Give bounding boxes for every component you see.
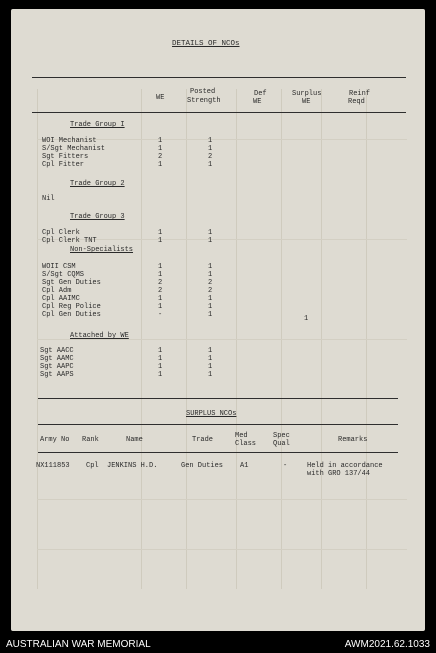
rank-cell: Sgt Fitters [42,153,89,161]
header-rule-top [32,77,406,78]
remarks-cell: Held in accordance [307,462,383,470]
section-rule [38,398,398,399]
rank-cell: WOI Mechanist [42,137,97,145]
we-cell: - [158,311,163,319]
rank-cell: S/Sgt Mechanist [42,145,106,153]
col-header-def-we: WE [253,98,262,106]
rank-cell: Cpl Reg Police [42,303,101,311]
col-header-army-no: Army No [40,436,70,444]
col-header-def: Def [254,90,267,98]
col-header-trade: Trade [192,436,214,444]
col-header-remarks: Remarks [338,436,368,444]
col-header-strength: Strength [187,97,221,105]
med-class-cell: A1 [240,462,249,470]
we-cell: 1 [158,161,163,169]
col-header-rank: Rank [82,436,99,444]
surplus-cell: 1 [304,315,309,323]
col-header-reqd: Reqd [348,98,365,106]
rank-cell: Sgt AAMC [40,355,74,363]
we-cell: 2 [158,153,163,161]
posted-cell: 1 [208,347,213,355]
posted-cell: 1 [208,145,213,153]
remarks-cell: with GRO 137/44 [307,470,371,478]
we-cell: 2 [158,279,163,287]
army-no-cell: NX111853 [36,462,70,470]
grid-line [37,549,407,550]
surplus-title: SURPLUS NCOs [186,410,237,418]
footer-institution: AUSTRALIAN WAR MEMORIAL [6,639,151,650]
posted-cell: 1 [208,237,213,245]
rank-cell: Cpl AAIMC [42,295,80,303]
posted-cell: 1 [208,311,213,319]
we-cell: 1 [158,237,163,245]
rank-cell: Cpl Clerk [42,229,80,237]
footer-bar [0,636,436,653]
col-header-we: WE [156,94,165,102]
posted-cell: 2 [208,287,213,295]
col-header-med: Med [235,432,248,440]
posted-cell: 1 [208,355,213,363]
col-header-surplus: Surplus [292,90,322,98]
name-cell: JENKINS H.D. [107,462,158,470]
posted-cell: 2 [208,153,213,161]
rank-cell: Cpl Adm [42,287,72,295]
col-header-surplus-we: WE [302,98,311,106]
posted-cell: 1 [208,161,213,169]
col-header-reinf: Reinf [349,90,371,98]
posted-cell: 2 [208,279,213,287]
we-cell: 1 [158,371,163,379]
rank-cell: Sgt Gen Duties [42,279,101,287]
posted-cell: 1 [208,263,213,271]
rank-cell: Cpl Gen Duties [42,311,101,319]
group-heading: Trade Group 2 [70,180,125,188]
we-cell: 1 [158,355,163,363]
footer-accession-number: AWM2021.62.1033 [344,639,430,650]
we-cell: 1 [158,263,163,271]
posted-cell: 1 [208,303,213,311]
surplus-rule-bottom [38,452,398,453]
rank-cell: Sgt AAPC [40,363,74,371]
posted-cell: 1 [208,137,213,145]
posted-cell: 1 [208,229,213,237]
col-header-name: Name [126,436,143,444]
we-cell: 1 [158,137,163,145]
posted-cell: 1 [208,271,213,279]
rank-cell: Sgt AACC [40,347,74,355]
posted-cell: 1 [208,363,213,371]
rank-cell: Cpl [86,462,99,470]
rank-cell: WOII CSM [42,263,76,271]
col-header-class: Class [235,440,257,448]
we-cell: 2 [158,287,163,295]
rank-cell: Cpl Clerk TNT [42,237,97,245]
we-cell: 1 [158,295,163,303]
posted-cell: 1 [208,295,213,303]
group-heading: Attached by WE [70,332,129,340]
page-title: DETAILS OF NCOs [172,40,240,48]
header-rule-bottom [32,112,406,113]
trade-cell: Gen Duties [181,462,224,470]
col-header-posted: Posted [190,88,216,96]
we-cell: 1 [158,303,163,311]
grid-line [37,499,407,500]
we-cell: 1 [158,145,163,153]
we-cell: 1 [158,347,163,355]
spec-qual-cell: - [283,462,288,470]
group-heading: Trade Group 3 [70,213,125,221]
surplus-rule-top [38,424,398,425]
posted-cell: 1 [208,371,213,379]
rank-cell: S/Sgt CQMS [42,271,85,279]
rank-cell: Sgt AAPS [40,371,74,379]
we-cell: 1 [158,363,163,371]
group-heading: Non-Specialists [70,246,134,254]
we-cell: 1 [158,271,163,279]
group-heading: Trade Group I [70,121,125,129]
we-cell: 1 [158,229,163,237]
col-header-spec: Spec [273,432,290,440]
group-note: Nil [42,195,55,203]
rank-cell: Cpl Fitter [42,161,85,169]
col-header-qual: Qual [273,440,290,448]
